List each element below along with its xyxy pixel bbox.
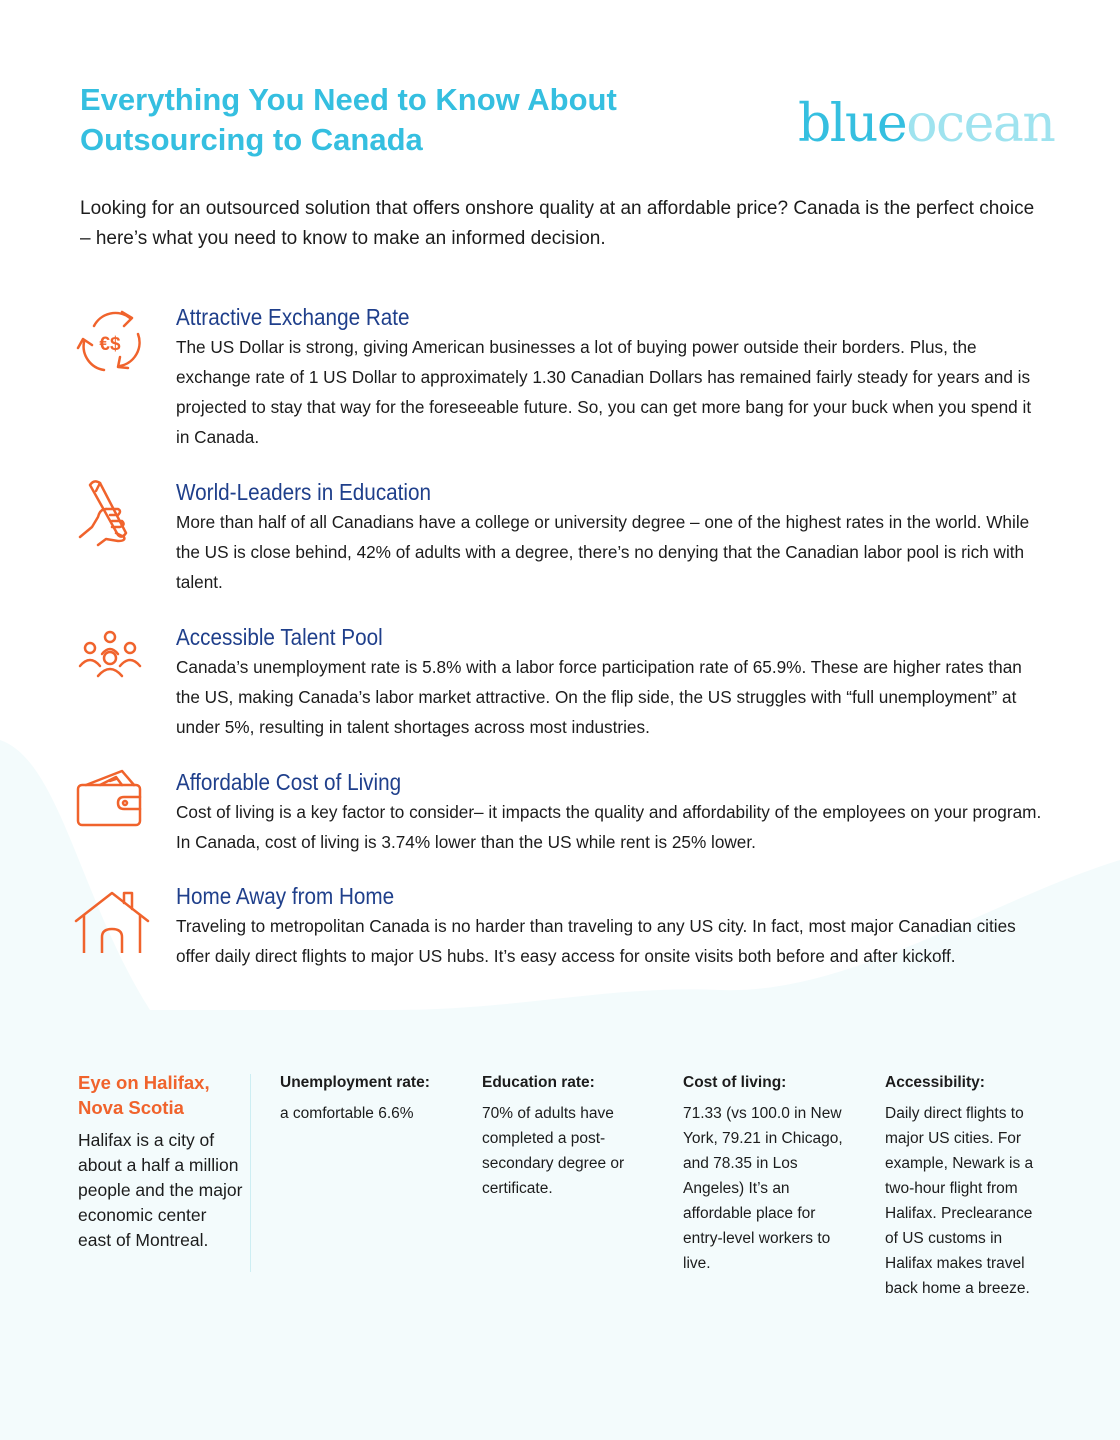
page-title: Everything You Need to Know About Outsourcing to Canada bbox=[80, 82, 617, 157]
section-title: Affordable Cost of Living bbox=[176, 769, 402, 795]
stat-unemployment bbox=[280, 1070, 430, 1126]
people-group-icon bbox=[72, 624, 152, 694]
wallet-icon bbox=[72, 769, 152, 839]
stat-label: Education rate: bbox=[482, 1074, 595, 1091]
stat-value: 71.33 (vs 100.0 in New York, 79.21 in Chicago, and 78.35 in Los Angeles) It’s an affordable place for entry-level workers to live. bbox=[683, 1105, 843, 1272]
svg-text:€$: €$ bbox=[99, 334, 121, 355]
logo-blue: blue bbox=[798, 94, 907, 154]
stat-education bbox=[482, 1070, 642, 1201]
halifax-description: Halifax is a city of about a half a million people and the major economic center east of Montreal. bbox=[78, 1130, 243, 1250]
section-title: Home Away from Home bbox=[176, 883, 395, 909]
logo-ocean: ocean bbox=[906, 94, 1055, 154]
section-title: World-Leaders in Education bbox=[176, 479, 432, 505]
section-text: Cost of living is a key factor to consider– it impacts the quality and affordability of the employees on your program. In Canada, cost of living is 3.74% lower than the US while rent is 25% lower. bbox=[176, 802, 1042, 852]
section-text: Traveling to metropolitan Canada is no harder than traveling to any US city. In fact, most major Canadian cities offer daily direct flights to major US hubs. It’s easy access for onsite visits both before and after kickoff. bbox=[176, 916, 1016, 966]
stat-value: a comfortable 6.6% bbox=[280, 1105, 414, 1122]
currency-exchange-icon bbox=[72, 304, 152, 374]
section-text: Canada’s unemployment rate is 5.8% with a labor force participation rate of 65.9%. These are higher rates than the US, making Canada’s labor market attractive. On the flip side, the US struggles with “full unemployment” at under 5%, resulting in talent shortages across most industries. bbox=[176, 657, 1022, 737]
section-text: The US Dollar is strong, giving American businesses a lot of buying power outside their borders. Plus, the exchange rate of 1 US Dollar to approximately 1.30 Canadian Dollars has remained fairly steady for years and is projected to stay that way for the foreseeable future. So, you can get more bang for your buck when you spend it in Canada. bbox=[176, 337, 1032, 447]
section-title: Accessible Talent Pool bbox=[176, 624, 383, 650]
blueocean-logo bbox=[798, 94, 1054, 154]
halifax-title: Eye on Halifax, Nova Scotia bbox=[78, 1072, 210, 1118]
column-divider bbox=[250, 1074, 251, 1272]
house-icon bbox=[72, 883, 152, 953]
stat-label: Cost of living: bbox=[683, 1074, 787, 1091]
stat-value: 70% of adults have completed a post-secondary degree or certificate. bbox=[482, 1105, 625, 1197]
stat-accessibility bbox=[885, 1070, 1045, 1301]
diploma-hand-icon bbox=[72, 479, 152, 549]
intro-paragraph: Looking for an outsourced solution that offers onshore quality at an affordable price? Canada is the perfect choice – here’s what you need to know to make an informed decision. bbox=[80, 198, 1035, 249]
section-title: Attractive Exchange Rate bbox=[176, 304, 410, 330]
section-text: More than half of all Canadians have a college or university degree – one of the highest rates in the world. While the US is close behind, 42% of adults with a degree, there’s no denying that the Canadian labor pool is rich with talent. bbox=[176, 512, 1030, 592]
stat-value: Daily direct flights to major US cities. For example, Newark is a two-hour flight from Halifax. Preclearance of US customs in Halifax makes travel back home a breeze. bbox=[885, 1105, 1034, 1297]
stat-label: Unemployment rate: bbox=[280, 1074, 430, 1091]
stat-cost-of-living bbox=[683, 1070, 848, 1276]
stat-label: Accessibility: bbox=[885, 1074, 985, 1091]
